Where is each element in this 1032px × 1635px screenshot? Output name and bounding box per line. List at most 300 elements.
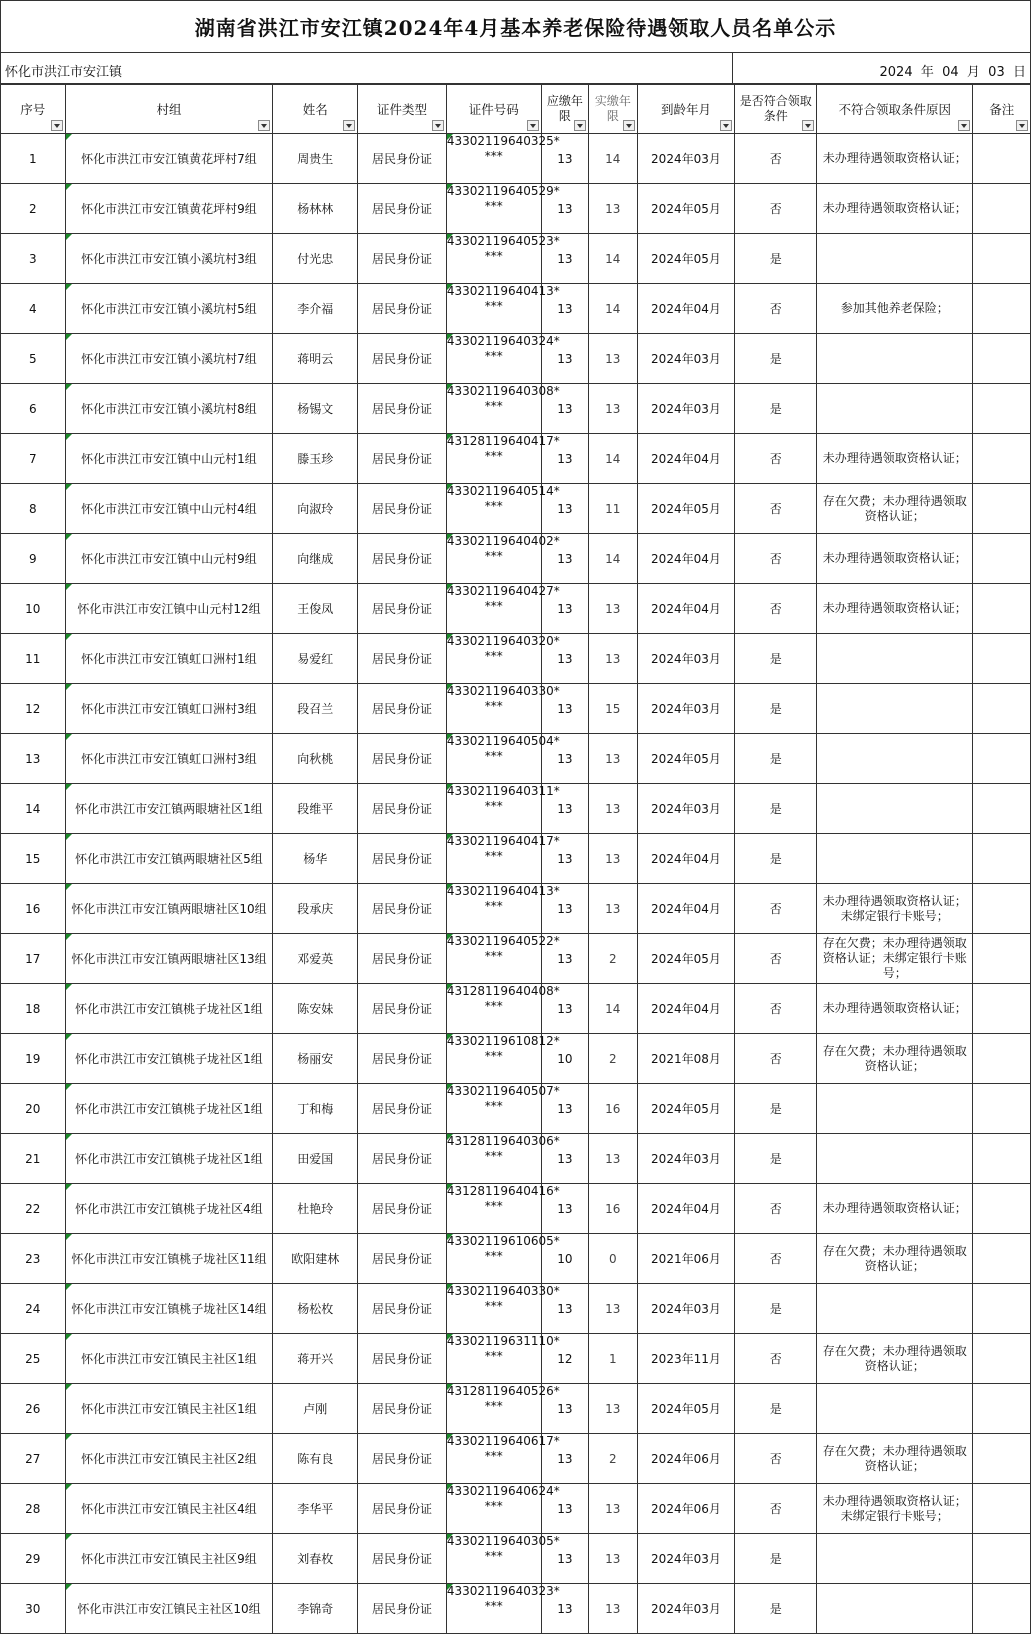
cell-age-date[interactable]: 2024年05月: [637, 484, 735, 534]
cell-paid-years[interactable]: 13: [589, 884, 637, 934]
cell-village-group[interactable]: 怀化市洪江市安江镇民主社区4组: [65, 1484, 273, 1534]
cell-id-number[interactable]: [446, 884, 560, 934]
cell-village-group[interactable]: 怀化市洪江市安江镇民主社区1组: [65, 1384, 273, 1434]
cell-person-name[interactable]: 李介福: [273, 284, 358, 334]
cell-reason[interactable]: 未办理待遇领取资格认证；: [817, 984, 973, 1034]
cell-reason[interactable]: [817, 384, 973, 434]
cell-village-group[interactable]: 怀化市洪江市安江镇桃子垅社区1组: [65, 1034, 273, 1084]
cell-id-type[interactable]: 居民身份证: [358, 1534, 447, 1584]
cell-serial-no[interactable]: 8: [1, 484, 66, 534]
cell-reason[interactable]: 未办理待遇领取资格认证；: [817, 184, 973, 234]
cell-village-group[interactable]: 怀化市洪江市安江镇民主社区1组: [65, 1334, 273, 1384]
cell-id-type[interactable]: 居民身份证: [358, 534, 447, 584]
cell-id-type[interactable]: 居民身份证: [358, 284, 447, 334]
cell-note[interactable]: [973, 184, 1031, 234]
cell-paid-years[interactable]: 13: [589, 334, 637, 384]
cell-eligible[interactable]: 否: [735, 934, 817, 984]
cell-id-type[interactable]: 居民身份证: [358, 1384, 447, 1434]
cell-id-type[interactable]: 居民身份证: [358, 734, 447, 784]
cell-serial-no[interactable]: 29: [1, 1534, 66, 1584]
cell-id-number[interactable]: [446, 134, 560, 184]
cell-paid-years[interactable]: 2: [589, 1034, 637, 1084]
filter-dropdown-icon[interactable]: [802, 120, 814, 131]
cell-eligible[interactable]: 否: [735, 584, 817, 634]
cell-serial-no[interactable]: 15: [1, 834, 66, 884]
cell-age-date[interactable]: 2021年06月: [637, 1234, 735, 1284]
cell-id-number[interactable]: [446, 1184, 560, 1234]
cell-note[interactable]: [973, 1284, 1031, 1334]
cell-reason[interactable]: 未办理待遇领取资格认证；: [817, 1184, 973, 1234]
cell-eligible[interactable]: 是: [735, 1134, 817, 1184]
cell-id-type[interactable]: 居民身份证: [358, 934, 447, 984]
cell-id-type[interactable]: 居民身份证: [358, 1034, 447, 1084]
cell-due-years[interactable]: 13: [541, 384, 588, 434]
cell-age-date[interactable]: 2024年03月: [637, 334, 735, 384]
cell-village-group[interactable]: 怀化市洪江市安江镇小溪坑村8组: [65, 384, 273, 434]
cell-person-name[interactable]: 杜艳玲: [273, 1184, 358, 1234]
cell-note[interactable]: [973, 1584, 1031, 1634]
cell-id-type[interactable]: 居民身份证: [358, 634, 447, 684]
cell-id-type[interactable]: 居民身份证: [358, 684, 447, 734]
cell-reason[interactable]: [817, 834, 973, 884]
cell-person-name[interactable]: 陈有良: [273, 1434, 358, 1484]
cell-note[interactable]: [973, 984, 1031, 1034]
cell-village-group[interactable]: 怀化市洪江市安江镇桃子垅社区1组: [65, 984, 273, 1034]
cell-paid-years[interactable]: 13: [589, 634, 637, 684]
cell-village-group[interactable]: 怀化市洪江市安江镇民主社区2组: [65, 1434, 273, 1484]
cell-person-name[interactable]: 邓爱英: [273, 934, 358, 984]
cell-note[interactable]: [973, 1034, 1031, 1084]
cell-id-number[interactable]: [446, 1384, 560, 1434]
cell-village-group[interactable]: 怀化市洪江市安江镇中山元村1组: [65, 434, 273, 484]
cell-note[interactable]: [973, 534, 1031, 584]
cell-due-years[interactable]: 13: [541, 1184, 588, 1234]
cell-eligible[interactable]: 是: [735, 684, 817, 734]
cell-reason[interactable]: [817, 684, 973, 734]
cell-due-years[interactable]: 13: [541, 1284, 588, 1334]
cell-reason[interactable]: 参加其他养老保险；: [817, 284, 973, 334]
filter-dropdown-icon[interactable]: [720, 120, 732, 131]
cell-village-group[interactable]: 怀化市洪江市安江镇民主社区10组: [65, 1584, 273, 1634]
cell-person-name[interactable]: 王俊凤: [273, 584, 358, 634]
cell-due-years[interactable]: 13: [541, 834, 588, 884]
cell-eligible[interactable]: 否: [735, 1034, 817, 1084]
cell-due-years[interactable]: 13: [541, 334, 588, 384]
cell-note[interactable]: [973, 384, 1031, 434]
cell-serial-no[interactable]: 14: [1, 784, 66, 834]
cell-eligible[interactable]: 是: [735, 784, 817, 834]
cell-note[interactable]: [973, 1184, 1031, 1234]
cell-age-date[interactable]: 2024年06月: [637, 1434, 735, 1484]
cell-person-name[interactable]: 周贵生: [273, 134, 358, 184]
cell-note[interactable]: [973, 1534, 1031, 1584]
cell-note[interactable]: [973, 1434, 1031, 1484]
cell-note[interactable]: [973, 1334, 1031, 1384]
cell-id-number[interactable]: [446, 534, 560, 584]
cell-id-number[interactable]: [446, 184, 560, 234]
cell-eligible[interactable]: 是: [735, 234, 817, 284]
cell-eligible[interactable]: 是: [735, 734, 817, 784]
cell-due-years[interactable]: 13: [541, 1134, 588, 1184]
cell-village-group[interactable]: 怀化市洪江市安江镇黄花坪村9组: [65, 184, 273, 234]
cell-serial-no[interactable]: 18: [1, 984, 66, 1034]
cell-reason[interactable]: [817, 1284, 973, 1334]
cell-id-number[interactable]: [446, 334, 560, 384]
cell-person-name[interactable]: 段承庆: [273, 884, 358, 934]
cell-due-years[interactable]: 13: [541, 684, 588, 734]
cell-eligible[interactable]: 否: [735, 534, 817, 584]
cell-eligible[interactable]: 否: [735, 484, 817, 534]
cell-id-type[interactable]: 居民身份证: [358, 784, 447, 834]
cell-eligible[interactable]: 是: [735, 1084, 817, 1134]
cell-serial-no[interactable]: 13: [1, 734, 66, 784]
cell-paid-years[interactable]: 13: [589, 1584, 637, 1634]
cell-due-years[interactable]: 13: [541, 134, 588, 184]
cell-due-years[interactable]: 13: [541, 1534, 588, 1584]
cell-id-number[interactable]: [446, 1584, 560, 1634]
cell-person-name[interactable]: 易爱红: [273, 634, 358, 684]
cell-due-years[interactable]: 13: [541, 784, 588, 834]
cell-reason[interactable]: 存在欠费；未办理待遇领取资格认证；: [817, 484, 973, 534]
cell-note[interactable]: [973, 734, 1031, 784]
cell-due-years[interactable]: 13: [541, 484, 588, 534]
cell-eligible[interactable]: 是: [735, 334, 817, 384]
cell-reason[interactable]: 未办理待遇领取资格认证；未绑定银行卡账号；: [817, 1484, 973, 1534]
cell-age-date[interactable]: 2024年05月: [637, 734, 735, 784]
cell-paid-years[interactable]: 16: [589, 1084, 637, 1134]
cell-reason[interactable]: 存在欠费；未办理待遇领取资格认证；: [817, 1334, 973, 1384]
cell-person-name[interactable]: 杨锡文: [273, 384, 358, 434]
cell-due-years[interactable]: 13: [541, 634, 588, 684]
cell-id-number[interactable]: [446, 934, 560, 984]
cell-id-type[interactable]: 居民身份证: [358, 1084, 447, 1134]
cell-due-years[interactable]: 13: [541, 934, 588, 984]
cell-paid-years[interactable]: 0: [589, 1234, 637, 1284]
cell-note[interactable]: [973, 1234, 1031, 1284]
cell-id-type[interactable]: 居民身份证: [358, 334, 447, 384]
cell-id-number[interactable]: [446, 784, 560, 834]
cell-serial-no[interactable]: 12: [1, 684, 66, 734]
cell-id-type[interactable]: 居民身份证: [358, 1484, 447, 1534]
filter-dropdown-icon[interactable]: [258, 120, 270, 131]
cell-village-group[interactable]: 怀化市洪江市安江镇中山元村12组: [65, 584, 273, 634]
cell-id-number[interactable]: [446, 434, 560, 484]
cell-due-years[interactable]: 13: [541, 884, 588, 934]
cell-due-years[interactable]: 13: [541, 434, 588, 484]
filter-dropdown-icon[interactable]: [958, 120, 970, 131]
cell-person-name[interactable]: 李华平: [273, 1484, 358, 1534]
cell-village-group[interactable]: 怀化市洪江市安江镇两眼塘社区13组: [65, 934, 273, 984]
cell-serial-no[interactable]: 7: [1, 434, 66, 484]
cell-paid-years[interactable]: 14: [589, 434, 637, 484]
cell-person-name[interactable]: 欧阳建林: [273, 1234, 358, 1284]
cell-eligible[interactable]: 是: [735, 1584, 817, 1634]
cell-note[interactable]: [973, 134, 1031, 184]
cell-serial-no[interactable]: 28: [1, 1484, 66, 1534]
cell-id-number[interactable]: [446, 484, 560, 534]
cell-age-date[interactable]: 2024年04月: [637, 834, 735, 884]
cell-village-group[interactable]: 怀化市洪江市安江镇虹口洲村3组: [65, 684, 273, 734]
cell-age-date[interactable]: 2024年04月: [637, 884, 735, 934]
cell-paid-years[interactable]: 13: [589, 184, 637, 234]
cell-due-years[interactable]: 13: [541, 584, 588, 634]
cell-serial-no[interactable]: 30: [1, 1584, 66, 1634]
cell-due-years[interactable]: 13: [541, 1084, 588, 1134]
cell-due-years[interactable]: 13: [541, 1484, 588, 1534]
cell-id-type[interactable]: 居民身份证: [358, 484, 447, 534]
cell-paid-years[interactable]: 13: [589, 1534, 637, 1584]
cell-village-group[interactable]: 怀化市洪江市安江镇桃子垅社区1组: [65, 1084, 273, 1134]
cell-village-group[interactable]: 怀化市洪江市安江镇桃子垅社区4组: [65, 1184, 273, 1234]
cell-eligible[interactable]: 是: [735, 1384, 817, 1434]
cell-due-years[interactable]: 13: [541, 284, 588, 334]
cell-reason[interactable]: [817, 1084, 973, 1134]
cell-reason[interactable]: [817, 334, 973, 384]
cell-serial-no[interactable]: 19: [1, 1034, 66, 1084]
cell-note[interactable]: [973, 784, 1031, 834]
cell-village-group[interactable]: 怀化市洪江市安江镇两眼塘社区5组: [65, 834, 273, 884]
cell-village-group[interactable]: 怀化市洪江市安江镇桃子垅社区11组: [65, 1234, 273, 1284]
cell-eligible[interactable]: 是: [735, 834, 817, 884]
cell-paid-years[interactable]: 13: [589, 1134, 637, 1184]
cell-note[interactable]: [973, 1084, 1031, 1134]
cell-paid-years[interactable]: 1: [589, 1334, 637, 1384]
cell-note[interactable]: [973, 634, 1031, 684]
cell-village-group[interactable]: 怀化市洪江市安江镇黄花坪村7组: [65, 134, 273, 184]
cell-note[interactable]: [973, 434, 1031, 484]
cell-eligible[interactable]: 否: [735, 434, 817, 484]
cell-person-name[interactable]: 刘春枚: [273, 1534, 358, 1584]
cell-age-date[interactable]: 2024年04月: [637, 534, 735, 584]
cell-age-date[interactable]: 2024年03月: [637, 1534, 735, 1584]
cell-age-date[interactable]: 2024年04月: [637, 284, 735, 334]
cell-age-date[interactable]: 2024年03月: [637, 1284, 735, 1334]
cell-eligible[interactable]: 是: [735, 384, 817, 434]
cell-person-name[interactable]: 田爱国: [273, 1134, 358, 1184]
cell-village-group[interactable]: 怀化市洪江市安江镇小溪坑村7组: [65, 334, 273, 384]
cell-paid-years[interactable]: 2: [589, 1434, 637, 1484]
cell-serial-no[interactable]: 20: [1, 1084, 66, 1134]
cell-person-name[interactable]: 蒋开兴: [273, 1334, 358, 1384]
cell-age-date[interactable]: 2024年04月: [637, 434, 735, 484]
cell-serial-no[interactable]: 24: [1, 1284, 66, 1334]
cell-paid-years[interactable]: 13: [589, 784, 637, 834]
cell-village-group[interactable]: 怀化市洪江市安江镇桃子垅社区14组: [65, 1284, 273, 1334]
cell-due-years[interactable]: 13: [541, 1584, 588, 1634]
cell-serial-no[interactable]: 22: [1, 1184, 66, 1234]
cell-reason[interactable]: [817, 634, 973, 684]
cell-id-type[interactable]: 居民身份证: [358, 134, 447, 184]
cell-serial-no[interactable]: 23: [1, 1234, 66, 1284]
cell-id-type[interactable]: 居民身份证: [358, 1434, 447, 1484]
cell-eligible[interactable]: 否: [735, 184, 817, 234]
cell-person-name[interactable]: 李锦奇: [273, 1584, 358, 1634]
cell-due-years[interactable]: 13: [541, 184, 588, 234]
cell-reason[interactable]: 未办理待遇领取资格认证；未绑定银行卡账号；: [817, 884, 973, 934]
cell-serial-no[interactable]: 9: [1, 534, 66, 584]
cell-age-date[interactable]: 2024年03月: [637, 684, 735, 734]
cell-eligible[interactable]: 否: [735, 1484, 817, 1534]
cell-id-number[interactable]: [446, 1234, 560, 1284]
cell-id-type[interactable]: 居民身份证: [358, 984, 447, 1034]
cell-id-type[interactable]: 居民身份证: [358, 184, 447, 234]
cell-id-type[interactable]: 居民身份证: [358, 234, 447, 284]
cell-paid-years[interactable]: 13: [589, 734, 637, 784]
cell-note[interactable]: [973, 234, 1031, 284]
cell-due-years[interactable]: 13: [541, 984, 588, 1034]
cell-reason[interactable]: 存在欠费；未办理待遇领取资格认证；: [817, 1434, 973, 1484]
cell-id-type[interactable]: 居民身份证: [358, 1134, 447, 1184]
cell-serial-no[interactable]: 1: [1, 134, 66, 184]
cell-eligible[interactable]: 是: [735, 1284, 817, 1334]
cell-age-date[interactable]: 2024年03月: [637, 634, 735, 684]
cell-village-group[interactable]: 怀化市洪江市安江镇中山元村9组: [65, 534, 273, 584]
cell-age-date[interactable]: 2024年06月: [637, 1484, 735, 1534]
cell-age-date[interactable]: 2021年08月: [637, 1034, 735, 1084]
cell-person-name[interactable]: 杨林林: [273, 184, 358, 234]
cell-note[interactable]: [973, 884, 1031, 934]
cell-eligible[interactable]: 是: [735, 634, 817, 684]
cell-village-group[interactable]: 怀化市洪江市安江镇虹口洲村3组: [65, 734, 273, 784]
cell-age-date[interactable]: 2024年03月: [637, 784, 735, 834]
cell-id-number[interactable]: [446, 834, 560, 884]
cell-due-years[interactable]: 13: [541, 1384, 588, 1434]
cell-id-number[interactable]: [446, 584, 560, 634]
cell-person-name[interactable]: 陈安妹: [273, 984, 358, 1034]
cell-serial-no[interactable]: 27: [1, 1434, 66, 1484]
cell-id-type[interactable]: 居民身份证: [358, 884, 447, 934]
cell-paid-years[interactable]: 13: [589, 384, 637, 434]
cell-serial-no[interactable]: 17: [1, 934, 66, 984]
cell-reason[interactable]: 未办理待遇领取资格认证；: [817, 534, 973, 584]
cell-age-date[interactable]: 2024年04月: [637, 584, 735, 634]
cell-person-name[interactable]: 段维平: [273, 784, 358, 834]
cell-serial-no[interactable]: 21: [1, 1134, 66, 1184]
cell-age-date[interactable]: 2024年03月: [637, 1134, 735, 1184]
cell-note[interactable]: [973, 1484, 1031, 1534]
cell-serial-no[interactable]: 5: [1, 334, 66, 384]
cell-reason[interactable]: [817, 1534, 973, 1584]
cell-due-years[interactable]: 10: [541, 1234, 588, 1284]
cell-id-number[interactable]: [446, 284, 560, 334]
cell-id-type[interactable]: 居民身份证: [358, 1184, 447, 1234]
cell-reason[interactable]: [817, 734, 973, 784]
cell-note[interactable]: [973, 934, 1031, 984]
cell-age-date[interactable]: 2024年03月: [637, 1584, 735, 1634]
cell-village-group[interactable]: 怀化市洪江市安江镇小溪坑村5组: [65, 284, 273, 334]
cell-id-number[interactable]: [446, 1534, 560, 1584]
cell-paid-years[interactable]: 16: [589, 1184, 637, 1234]
cell-id-type[interactable]: 居民身份证: [358, 1584, 447, 1634]
cell-person-name[interactable]: 杨丽安: [273, 1034, 358, 1084]
cell-eligible[interactable]: 否: [735, 1184, 817, 1234]
cell-id-number[interactable]: [446, 234, 560, 284]
cell-id-number[interactable]: [446, 1284, 560, 1334]
cell-serial-no[interactable]: 16: [1, 884, 66, 934]
cell-id-type[interactable]: 居民身份证: [358, 384, 447, 434]
cell-reason[interactable]: 未办理待遇领取资格认证；: [817, 584, 973, 634]
cell-serial-no[interactable]: 11: [1, 634, 66, 684]
cell-village-group[interactable]: 怀化市洪江市安江镇两眼塘社区1组: [65, 784, 273, 834]
cell-age-date[interactable]: 2023年11月: [637, 1334, 735, 1384]
cell-id-number[interactable]: [446, 1434, 560, 1484]
cell-eligible[interactable]: 否: [735, 984, 817, 1034]
cell-age-date[interactable]: 2024年04月: [637, 1184, 735, 1234]
cell-serial-no[interactable]: 6: [1, 384, 66, 434]
cell-id-number[interactable]: [446, 684, 560, 734]
cell-age-date[interactable]: 2024年05月: [637, 184, 735, 234]
cell-id-number[interactable]: [446, 1084, 560, 1134]
cell-paid-years[interactable]: 15: [589, 684, 637, 734]
cell-reason[interactable]: [817, 784, 973, 834]
cell-reason[interactable]: 未办理待遇领取资格认证；: [817, 134, 973, 184]
cell-age-date[interactable]: 2024年05月: [637, 1084, 735, 1134]
cell-paid-years[interactable]: 13: [589, 1484, 637, 1534]
cell-eligible[interactable]: 是: [735, 1534, 817, 1584]
cell-due-years[interactable]: 13: [541, 234, 588, 284]
cell-paid-years[interactable]: 14: [589, 284, 637, 334]
filter-dropdown-icon[interactable]: [51, 120, 63, 131]
cell-person-name[interactable]: 向秋桃: [273, 734, 358, 784]
cell-age-date[interactable]: 2024年04月: [637, 984, 735, 1034]
cell-due-years[interactable]: 10: [541, 1034, 588, 1084]
filter-dropdown-icon[interactable]: [343, 120, 355, 131]
cell-serial-no[interactable]: 26: [1, 1384, 66, 1434]
cell-age-date[interactable]: 2024年03月: [637, 134, 735, 184]
cell-id-number[interactable]: [446, 734, 560, 784]
cell-note[interactable]: [973, 334, 1031, 384]
cell-paid-years[interactable]: 13: [589, 584, 637, 634]
cell-village-group[interactable]: 怀化市洪江市安江镇两眼塘社区10组: [65, 884, 273, 934]
cell-note[interactable]: [973, 834, 1031, 884]
cell-village-group[interactable]: 怀化市洪江市安江镇中山元村4组: [65, 484, 273, 534]
cell-paid-years[interactable]: 2: [589, 934, 637, 984]
filter-dropdown-icon[interactable]: [1016, 120, 1028, 131]
cell-person-name[interactable]: 向淑玲: [273, 484, 358, 534]
cell-reason[interactable]: [817, 1584, 973, 1634]
filter-dropdown-icon[interactable]: [623, 120, 635, 131]
cell-id-type[interactable]: 居民身份证: [358, 834, 447, 884]
cell-age-date[interactable]: 2024年05月: [637, 934, 735, 984]
cell-eligible[interactable]: 否: [735, 134, 817, 184]
cell-due-years[interactable]: 13: [541, 534, 588, 584]
cell-age-date[interactable]: 2024年05月: [637, 1384, 735, 1434]
cell-serial-no[interactable]: 2: [1, 184, 66, 234]
cell-id-number[interactable]: [446, 1034, 560, 1084]
cell-person-name[interactable]: 丁和梅: [273, 1084, 358, 1134]
cell-paid-years[interactable]: 13: [589, 834, 637, 884]
cell-serial-no[interactable]: 25: [1, 1334, 66, 1384]
cell-person-name[interactable]: 滕玉珍: [273, 434, 358, 484]
cell-person-name[interactable]: 付光忠: [273, 234, 358, 284]
cell-eligible[interactable]: 否: [735, 284, 817, 334]
cell-eligible[interactable]: 否: [735, 1434, 817, 1484]
cell-reason[interactable]: 存在欠费；未办理待遇领取资格认证；: [817, 1234, 973, 1284]
cell-village-group[interactable]: 怀化市洪江市安江镇虹口洲村1组: [65, 634, 273, 684]
cell-id-number[interactable]: [446, 1484, 560, 1534]
cell-reason[interactable]: [817, 234, 973, 284]
cell-id-number[interactable]: [446, 984, 560, 1034]
cell-paid-years[interactable]: 14: [589, 984, 637, 1034]
cell-id-type[interactable]: 居民身份证: [358, 1334, 447, 1384]
cell-due-years[interactable]: 13: [541, 734, 588, 784]
cell-note[interactable]: [973, 284, 1031, 334]
cell-note[interactable]: [973, 1134, 1031, 1184]
cell-note[interactable]: [973, 1384, 1031, 1434]
cell-paid-years[interactable]: 13: [589, 1284, 637, 1334]
cell-id-type[interactable]: 居民身份证: [358, 584, 447, 634]
cell-eligible[interactable]: 否: [735, 1334, 817, 1384]
